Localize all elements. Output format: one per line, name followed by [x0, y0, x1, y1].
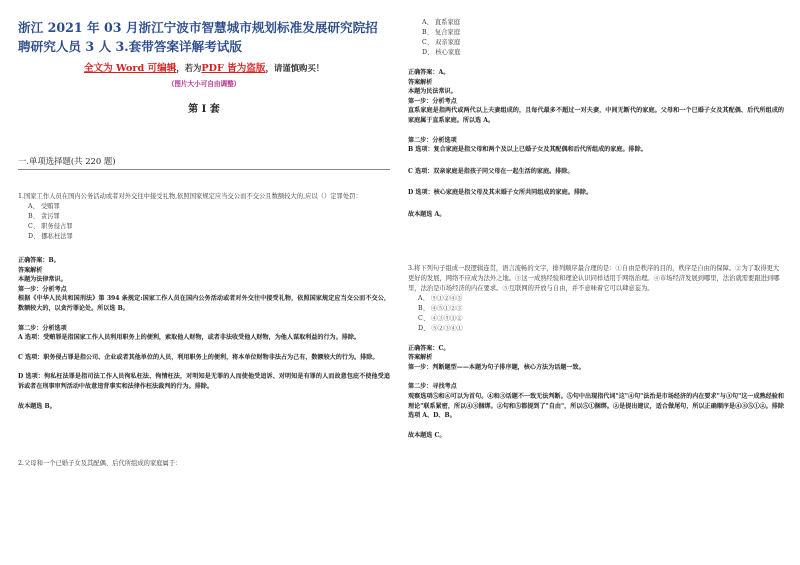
question-2-option-d: D、 核心家庭: [422, 49, 461, 56]
question-2-step1: 第一步：分析考点: [408, 97, 457, 105]
question-1-option-a-analysis: A 选项：受贿罪是指国家工作人员利用职务上的便利，索取他人财物，或者非法收受他人财物，为他人谋取利益的行为。排除。: [18, 334, 361, 342]
question-3-step2-text: 观察选项⑤和④可以为首句。④和③话题不一致无法判断。⑤句中出现指代词"这"④句"法治是市场经济的内在要求"与③句"这一成熟经验和理论"联系紧密，所以④③捆绑。②句和⑤都提到了"自由"，所以⑤①捆绑。②是提出建议，适合做尾句，所以正确顺序是④③⑤①②。排除选项 A、D、B。: [408, 392, 784, 420]
question-1-option-d: D、 挪私枉法罪: [28, 233, 73, 240]
warning-end: ，请谨慎购买！: [265, 63, 325, 73]
question-3-option-c: C、 ④③⑤①②: [418, 314, 463, 322]
question-3-final: 故本题选 C。: [408, 431, 446, 439]
question-1-analysis-title: 答案解析: [18, 266, 43, 274]
question-3-text: 3.将下列句子组成一段逻辑连贯，语言流畅的文字，排列顺序最合理的是：①自由是秩序的目的，秩序是自由的保障。②为了取得更大更好的发展，网络不应成为法外之地。③这一成熟经验和理论认识同样适用于网络治理。④市场经济发展到哪里，法治就需要跟进到哪里，法治是市场经济的内在要求。⑤互联网的开放与自由，并不意味着它可以肆意妄为。: [408, 264, 780, 292]
question-2-step2: 第二步：分析选项: [408, 136, 457, 144]
question-2-analysis-title: 答案解析: [408, 78, 433, 86]
warning-editable: 全文为 Word 可编辑: [83, 63, 177, 74]
question-2-text: 2.父母和一个已婚子女及其配偶、后代所组成的家庭属于：: [18, 460, 182, 468]
question-1-option-c-analysis: C 选项：职务侵占罪是指公司、企业或者其他单位的人员，利用职务上的便利，将本单位财物非法占为己有，数额较大的行为。排除。: [18, 353, 379, 361]
question-2-answer: 正确答案：A。: [408, 69, 450, 76]
question-2-option-a: A、 直系家庭: [422, 19, 461, 26]
question-2-option-b-analysis: B 选项：复合家庭是指父母和两个及以上已婚子女及其配偶和后代所组成的家庭。排除。: [408, 146, 647, 154]
question-1-step1-text: 根据《中华人民共和国刑法》第 394 条规定:国家工作人员在国内公务活动或者对外交往中接受礼物，依照国家规定应当交公而不交公，数额较大的，以贪污罪论处。所以选 B。: [18, 295, 390, 312]
question-2-option-c-analysis: C 选项：双亲家庭是指孩子同父母在一起生活的家庭。排除。: [408, 167, 574, 175]
question-1-option-c: C、 职务侵占罪: [28, 223, 73, 230]
question-3-option-b: B、 ④⑤①②③: [418, 304, 463, 312]
question-1-option-a: A、 受贿罪: [28, 203, 60, 210]
question-3-answer: 正确答案：C。: [408, 344, 450, 352]
section-title: 一.单项选择题(共 220 题): [18, 156, 116, 166]
question-2-step1-text: 直系家庭是指两代或两代以上夫妻组成的，且每代最多不超过一对夫妻，中间无断代的家庭。父母和一个已婚子女及其配偶、后代所组成的家庭属于直系家庭。所以选 A。: [408, 107, 784, 124]
question-2-final: 故本题选 A。: [408, 210, 446, 218]
question-3-option-d: D、 ⑤②③④①: [418, 324, 463, 332]
question-3-step1: 第一步：判断题型——本题为句子排序题，核心方法为话题一致。: [408, 363, 585, 371]
question-1-text: 1.国家工作人员在国内公务活动或者对外交往中接受礼物,依照国家规定应当交公而不交公且数额较大的,应以（）定罪处罚：: [18, 193, 362, 200]
copyright-warning: [18, 60, 390, 74]
question-1-test-point: 本题为法律常识。: [18, 276, 67, 284]
question-1-option-d-analysis: D 选项：徇私枉法罪是指司法工作人员徇私枉法、徇情枉法，对明知是无罪的人而使他受追诉、对明知是有罪的人而故意包庇不使他受追诉或者在刑事审判活动中故意违背事实和法律作枉法裁判的行为。排除。: [18, 373, 390, 390]
image-size-note: （图片大小可自由调整）: [167, 80, 241, 88]
left-column: [18, 18, 390, 469]
question-1-answer: 正确答案：B。: [18, 257, 60, 264]
question-3-option-a: A、 ⑤①②④③: [418, 294, 463, 302]
set-title: 第 I 套: [188, 104, 220, 115]
question-2-test-point: 本题为民法常识。: [408, 88, 457, 96]
document-title: 浙江 2021 年 03 月浙江宁波市智慧城市规划标准发展研究院招聘研究人员 3 人 3.套带答案详解考试版: [18, 20, 378, 54]
question-1-step2: 第二步：分析选项: [18, 324, 67, 332]
question-2-option-b: B、 复合家庭: [422, 29, 461, 36]
warning-mid: ，若为: [176, 63, 202, 73]
question-1-final: 故本题选 B。: [18, 402, 56, 410]
right-column: [408, 18, 784, 440]
question-3-analysis-title: 答案解析: [408, 354, 433, 362]
question-1-step1: 第一步：分析考点: [18, 285, 67, 293]
question-3-step2: 第二步：寻找考点: [408, 383, 457, 391]
warning-pdf: PDF 皆为盗版: [201, 63, 266, 74]
question-1-option-b: B、 贪污罪: [28, 213, 60, 220]
question-2-option-d-analysis: D 选项：核心家庭是指父母及其未婚子女所共同组成的家庭。排除。: [408, 189, 593, 197]
question-2-option-c: C、 双亲家庭: [422, 39, 461, 46]
